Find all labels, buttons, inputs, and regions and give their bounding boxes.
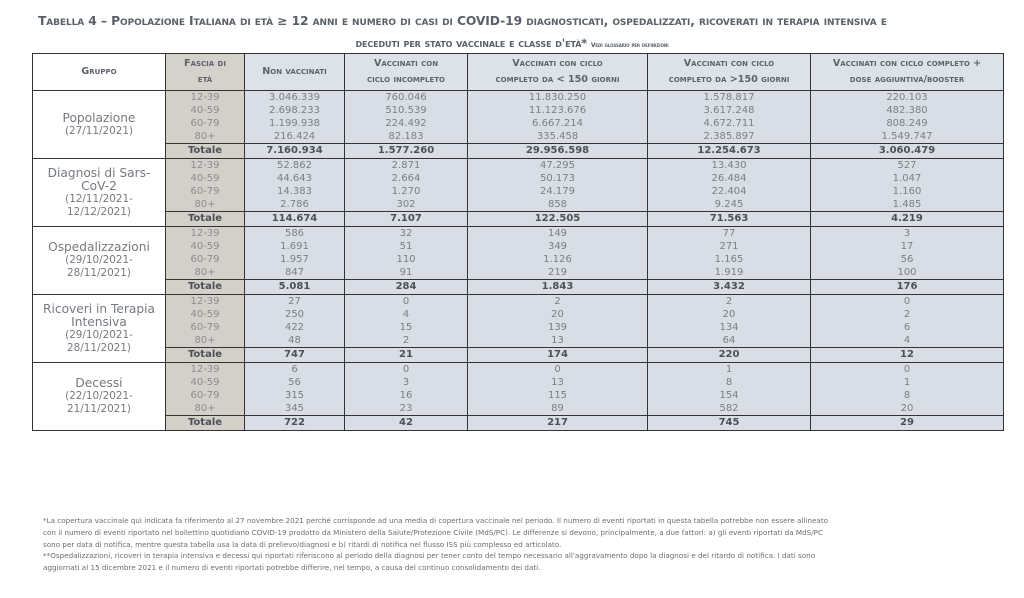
footnote-line: *La copertura vaccinale qui indicata fa riferimento al 27 novembre 2021 perché corrisponde ad una media di copertura vaccinale nel periodo. Il numero di eventi riportati in questa tabella potrebbe non essere allineato: [43, 516, 829, 525]
table-row: [33, 334, 1004, 348]
value-cell: 2: [345, 334, 468, 348]
total-row: [33, 348, 1004, 363]
value-cell: 47.295: [468, 159, 648, 173]
group-name: Ricoveri in Terapia Intensiva: [43, 301, 155, 329]
value-cell: 20: [468, 308, 648, 321]
value-cell: 335.458: [468, 130, 648, 144]
age-band: 40-59: [166, 240, 245, 253]
value-cell: 3: [345, 376, 468, 389]
value-cell: 1: [648, 363, 811, 377]
total-label: Totale: [166, 348, 245, 363]
value-cell: 176: [811, 280, 1004, 295]
value-cell: 482.380: [811, 104, 1004, 117]
value-cell: 15: [345, 321, 468, 334]
group-name: Decessi: [75, 376, 123, 390]
value-cell: 1.126: [468, 253, 648, 266]
age-band: 80+: [166, 266, 245, 280]
value-cell: 32: [345, 227, 468, 241]
table-row: [33, 227, 1004, 241]
value-cell: 13: [468, 376, 648, 389]
footnote-line: aggiornati al 15 dicembre 2021 e il numero di eventi riportati potrebbe differire, nel tempo, a causa del continuo consolidamento dei dati.: [43, 563, 541, 573]
title-line-2: deceduti per stato vaccinale e classe d'età*: [355, 37, 588, 50]
value-cell: 7.160.934: [245, 144, 345, 159]
value-cell: 1.165: [648, 253, 811, 266]
value-cell: 219: [468, 266, 648, 280]
table-title: [0, 14, 1024, 50]
table-row: [33, 159, 1004, 173]
table-row: [33, 104, 1004, 117]
value-cell: 527: [811, 159, 1004, 173]
value-cell: 4.219: [811, 212, 1004, 227]
age-band: 80+: [166, 334, 245, 348]
header-fascia: Fascia di età: [166, 54, 245, 91]
age-band: 12-39: [166, 295, 245, 309]
value-cell: 11.830.250: [468, 91, 648, 105]
header-gt150: Vaccinati con ciclo completo da >150 giorni: [648, 54, 811, 91]
value-cell: 760.046: [345, 91, 468, 105]
age-band: 40-59: [166, 104, 245, 117]
value-cell: 82.183: [345, 130, 468, 144]
value-cell: 217: [468, 416, 648, 431]
value-cell: 349: [468, 240, 648, 253]
value-cell: 422: [245, 321, 345, 334]
total-label: Totale: [166, 280, 245, 295]
value-cell: 3.046.339: [245, 91, 345, 105]
header-lt150: Vaccinati con ciclo completo da < 150 giorni: [468, 54, 648, 91]
value-cell: 2: [811, 308, 1004, 321]
group-cell: [33, 91, 166, 159]
value-cell: 13: [468, 334, 648, 348]
age-band: 60-79: [166, 117, 245, 130]
group-date: 28/11/2021): [67, 341, 131, 354]
table-row: [33, 198, 1004, 212]
group-date: 28/11/2021): [67, 267, 131, 279]
value-cell: 250: [245, 308, 345, 321]
value-cell: 0: [811, 295, 1004, 309]
value-cell: 174: [468, 348, 648, 363]
age-band: 40-59: [166, 172, 245, 185]
table-row: [33, 363, 1004, 377]
value-cell: 1.957: [245, 253, 345, 266]
value-cell: 114.674: [245, 212, 345, 227]
value-cell: 1: [811, 376, 1004, 389]
value-cell: 220: [648, 348, 811, 363]
value-cell: 17: [811, 240, 1004, 253]
table-row: [33, 240, 1004, 253]
value-cell: 8: [648, 376, 811, 389]
glossary-note: Vedi glossario per definizioni: [590, 42, 669, 49]
value-cell: 2: [468, 295, 648, 309]
value-cell: 50.173: [468, 172, 648, 185]
header-non-vaccinati: Non vaccinati: [245, 54, 345, 91]
value-cell: 2.698.233: [245, 104, 345, 117]
value-cell: 847: [245, 266, 345, 280]
value-cell: 3: [811, 227, 1004, 241]
age-band: 60-79: [166, 321, 245, 334]
header-row: [33, 54, 1004, 91]
value-cell: 0: [811, 363, 1004, 377]
value-cell: 71.563: [648, 212, 811, 227]
value-cell: 858: [468, 198, 648, 212]
table-row: [33, 91, 1004, 105]
value-cell: 11.123.676: [468, 104, 648, 117]
age-band: 12-39: [166, 227, 245, 241]
group-date: (22/10/2021-: [65, 390, 133, 402]
group-date: (27/11/2021): [65, 124, 133, 137]
table-row: [33, 389, 1004, 402]
value-cell: 1.485: [811, 198, 1004, 212]
age-band: 80+: [166, 402, 245, 416]
value-cell: 3.432: [648, 280, 811, 295]
value-cell: 6.667.214: [468, 117, 648, 130]
value-cell: 1.047: [811, 172, 1004, 185]
value-cell: 722: [245, 416, 345, 431]
value-cell: 29: [811, 416, 1004, 431]
value-cell: 271: [648, 240, 811, 253]
value-cell: 1.691: [245, 240, 345, 253]
age-band: 12-39: [166, 91, 245, 105]
value-cell: 56: [245, 376, 345, 389]
value-cell: 1.578.817: [648, 91, 811, 105]
value-cell: 3.617.248: [648, 104, 811, 117]
value-cell: 44.643: [245, 172, 345, 185]
header-gruppo: Gruppo: [33, 54, 166, 91]
group-date: (29/10/2021-: [65, 254, 133, 266]
group-cell: [33, 363, 166, 431]
value-cell: 20: [811, 402, 1004, 416]
value-cell: 1.270: [345, 185, 468, 198]
age-band: 40-59: [166, 308, 245, 321]
value-cell: 5.081: [245, 280, 345, 295]
value-cell: 1.919: [648, 266, 811, 280]
value-cell: 115: [468, 389, 648, 402]
table-row: [33, 172, 1004, 185]
value-cell: 8: [811, 389, 1004, 402]
value-cell: 2: [648, 295, 811, 309]
footnote-line: con il numero di eventi riportato nel bollettino quotidiano COVID-19 prodotto da Ministero della Salute/Protezione Civile (MdS/PC). Le differenze si devono, principalmente, a due fattori: a) gli eventi riportati da MdS/PC: [43, 527, 824, 537]
value-cell: 26.484: [648, 172, 811, 185]
total-row: [33, 144, 1004, 159]
value-cell: 139: [468, 321, 648, 334]
value-cell: 9.245: [648, 198, 811, 212]
value-cell: 110: [345, 253, 468, 266]
age-band: 60-79: [166, 253, 245, 266]
value-cell: 745: [648, 416, 811, 431]
value-cell: 64: [648, 334, 811, 348]
value-cell: 13.430: [648, 159, 811, 173]
table-row: [33, 253, 1004, 266]
value-cell: 586: [245, 227, 345, 241]
value-cell: 1.160: [811, 185, 1004, 198]
value-cell: 21: [345, 348, 468, 363]
value-cell: 284: [345, 280, 468, 295]
group-cell: [33, 227, 166, 295]
total-row: [33, 416, 1004, 431]
group-date: (29/10/2021-: [65, 328, 133, 341]
title-line-1: Tabella 4 – Popolazione Italiana di età ≥ 12 anni e numero di casi di COVID-19 diagnosticati, ospedalizzati, ricoverati in terapia intensiva e: [38, 14, 887, 28]
header-incompleto: Vaccinati con ciclo incompleto: [345, 54, 468, 91]
value-cell: 302: [345, 198, 468, 212]
value-cell: 2.664: [345, 172, 468, 185]
age-band: 12-39: [166, 363, 245, 377]
value-cell: 0: [468, 363, 648, 377]
value-cell: 56: [811, 253, 1004, 266]
total-label: Totale: [166, 416, 245, 431]
value-cell: 134: [648, 321, 811, 334]
group-date: (12/11/2021-: [65, 192, 133, 205]
value-cell: 220.103: [811, 91, 1004, 105]
value-cell: 27: [245, 295, 345, 309]
value-cell: 154: [648, 389, 811, 402]
value-cell: 22.404: [648, 185, 811, 198]
value-cell: 0: [345, 363, 468, 377]
footnote-line: **Ospedalizzazioni, ricoveri in terapia intensiva e decessi qui riportati riferiscono al periodo della diagnosi per tener conto del tempo necessario all'aggravamento dopo la diagnosi e del ritardo di notifica. I dati sono: [43, 551, 816, 561]
table-row: [33, 308, 1004, 321]
table-row: [33, 376, 1004, 389]
value-cell: 89: [468, 402, 648, 416]
value-cell: 1.577.260: [345, 144, 468, 159]
group-cell: [33, 295, 166, 363]
value-cell: 582: [648, 402, 811, 416]
table-row: [33, 321, 1004, 334]
total-label: Totale: [166, 212, 245, 227]
age-band: 40-59: [166, 376, 245, 389]
group-name: Popolazione: [62, 110, 136, 125]
value-cell: 4.672.711: [648, 117, 811, 130]
value-cell: 0: [345, 295, 468, 309]
value-cell: 23: [345, 402, 468, 416]
value-cell: 747: [245, 348, 345, 363]
value-cell: 6: [811, 321, 1004, 334]
group-name: Diagnosi di Sars-CoV-2: [47, 165, 151, 193]
value-cell: 4: [811, 334, 1004, 348]
value-cell: 12: [811, 348, 1004, 363]
value-cell: 149: [468, 227, 648, 241]
age-band: 80+: [166, 130, 245, 144]
value-cell: 1.199.938: [245, 117, 345, 130]
value-cell: 14.383: [245, 185, 345, 198]
footnotes: [43, 515, 1003, 574]
value-cell: 77: [648, 227, 811, 241]
value-cell: 510.539: [345, 104, 468, 117]
value-cell: 52.862: [245, 159, 345, 173]
group-cell: [33, 159, 166, 227]
group-date: 12/12/2021): [67, 205, 131, 218]
value-cell: 6: [245, 363, 345, 377]
value-cell: 42: [345, 416, 468, 431]
table-row: [33, 117, 1004, 130]
value-cell: 1.843: [468, 280, 648, 295]
value-cell: 216.424: [245, 130, 345, 144]
age-band: 12-39: [166, 159, 245, 173]
table-row: [33, 185, 1004, 198]
value-cell: 91: [345, 266, 468, 280]
value-cell: 51: [345, 240, 468, 253]
table-row: [33, 130, 1004, 144]
covid-vaccination-table: [32, 53, 1004, 431]
group-date: 21/11/2021): [67, 403, 131, 415]
total-row: [33, 212, 1004, 227]
value-cell: 808.249: [811, 117, 1004, 130]
value-cell: 315: [245, 389, 345, 402]
header-booster: Vaccinati con ciclo completo + dose aggiuntiva/booster: [811, 54, 1004, 91]
value-cell: 29.956.598: [468, 144, 648, 159]
value-cell: 16: [345, 389, 468, 402]
age-band: 80+: [166, 198, 245, 212]
total-label: Totale: [166, 144, 245, 159]
value-cell: 24.179: [468, 185, 648, 198]
value-cell: 7.107: [345, 212, 468, 227]
table-row: [33, 402, 1004, 416]
value-cell: 4: [345, 308, 468, 321]
value-cell: 1.549.747: [811, 130, 1004, 144]
group-name: Ospedalizzazioni: [48, 240, 150, 254]
value-cell: 12.254.673: [648, 144, 811, 159]
value-cell: 2.385.897: [648, 130, 811, 144]
value-cell: 20: [648, 308, 811, 321]
value-cell: 2.871: [345, 159, 468, 173]
value-cell: 48: [245, 334, 345, 348]
table-row: [33, 295, 1004, 309]
age-band: 60-79: [166, 185, 245, 198]
value-cell: 122.505: [468, 212, 648, 227]
value-cell: 2.786: [245, 198, 345, 212]
total-row: [33, 280, 1004, 295]
value-cell: 3.060.479: [811, 144, 1004, 159]
value-cell: 224.492: [345, 117, 468, 130]
value-cell: 345: [245, 402, 345, 416]
age-band: 60-79: [166, 389, 245, 402]
footnote-line: sono per data di notifica, mentre questa tabella usa la data di prelievo/diagnosi e b) ritardi di notifica nel flusso ISS più complesso ed articolato.: [43, 539, 562, 549]
value-cell: 100: [811, 266, 1004, 280]
table-row: [33, 266, 1004, 280]
